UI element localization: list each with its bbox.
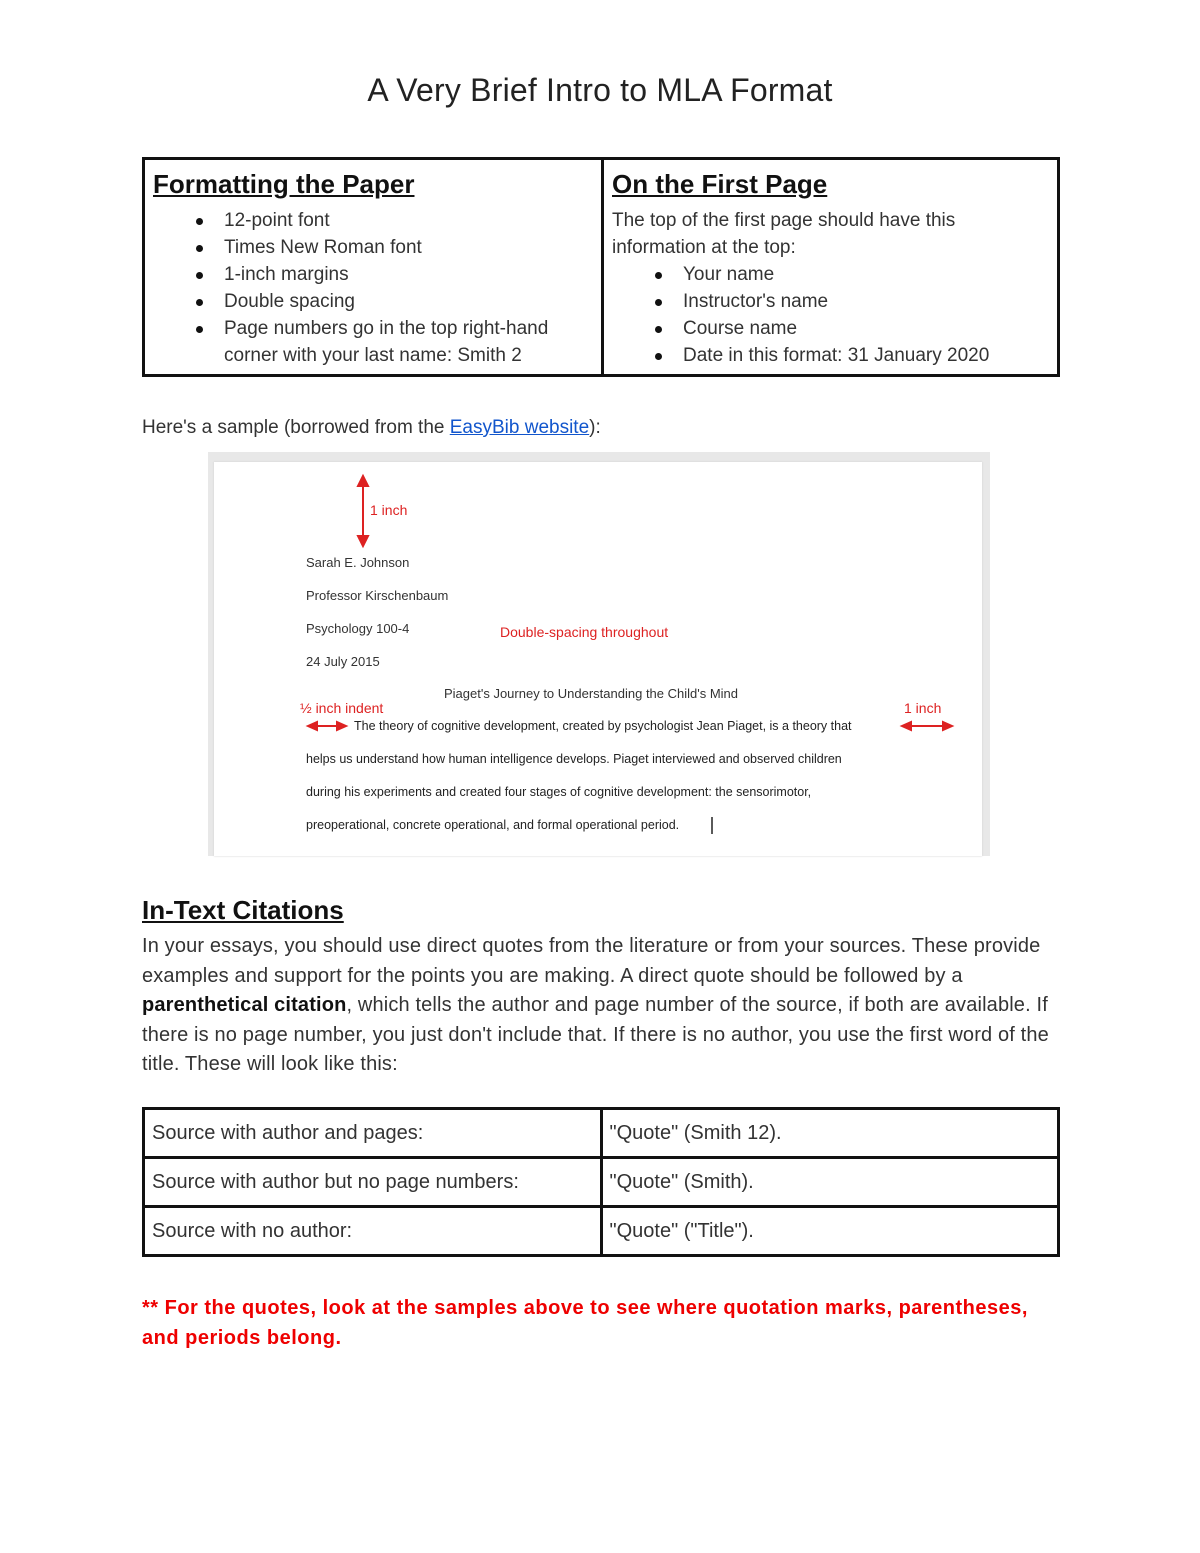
- sample-image: [208, 452, 990, 856]
- list-item: 1-inch margins: [188, 261, 593, 288]
- right-margin-arrow-icon: [902, 722, 952, 730]
- citations-paragraph: [142, 932, 1060, 1080]
- sample-prefix: Here's a sample (borrowed from the: [142, 417, 450, 438]
- sample-course: Psychology 100-4: [306, 621, 410, 636]
- list-item: Times New Roman font: [188, 234, 593, 261]
- sample-body-line: preoperational, concrete operational, and formal operational period.: [306, 818, 680, 832]
- sample-name: Sarah E. Johnson: [306, 555, 410, 570]
- sample-date: 24 July 2015: [306, 654, 380, 669]
- sample-intro: [142, 417, 601, 439]
- indent-arrow-icon: [308, 722, 346, 730]
- formatting-heading: Formatting the Paper: [153, 169, 415, 199]
- para-end: , which tells the author and page number of the source, if both are available. If there is no page number, you just don't include that. If there is no author, you use the first word of the title. These will look like this:: [142, 994, 1049, 1076]
- list-item: Instructor's name: [647, 288, 1049, 315]
- list-item: Page numbers go in the top right-hand corner with your last name: Smith 2: [188, 315, 593, 369]
- easybib-link[interactable]: EasyBib website: [449, 417, 590, 438]
- source-cell: Source with author but no page numbers:: [144, 1158, 602, 1207]
- example-cell: "Quote" ("Title").: [601, 1207, 1059, 1256]
- one-inch-top-label: 1 inch: [370, 502, 408, 518]
- indent-label: ½ inch indent: [300, 700, 384, 716]
- formatting-list: [153, 207, 593, 369]
- one-inch-right-label: 1 inch: [904, 700, 942, 716]
- table-row: [144, 1109, 1059, 1158]
- page-title: A Very Brief Intro to MLA Format: [367, 72, 833, 108]
- table-row: [144, 1207, 1059, 1256]
- para-start: In your essays, you should use direct quotes from the literature or from your sources. These provide examples and support for the points you are making. A direct quote should be followed by a: [142, 935, 1041, 987]
- example-cell: "Quote" (Smith).: [601, 1158, 1059, 1207]
- quotes-note: ** For the quotes, look at the samples above to see where quotation marks, parentheses, and periods belong.: [142, 1297, 1028, 1349]
- list-item: 12-point font: [188, 207, 593, 234]
- formatting-cell: [145, 160, 601, 374]
- first-page-cell: [601, 160, 1057, 374]
- citation-table: [142, 1107, 1060, 1257]
- sample-body-line: helps us understand how human intelligence develops. Piaget interviewed and observed children: [306, 752, 842, 766]
- list-item: Course name: [647, 315, 1049, 342]
- sample-professor: Professor Kirschenbaum: [306, 588, 449, 603]
- first-page-heading: On the First Page: [612, 169, 828, 199]
- sample-paper: [214, 462, 982, 856]
- sample-body-line: The theory of cognitive development, created by psychologist Jean Piaget, is a theory that: [354, 719, 852, 733]
- sample-paper-title: Piaget's Journey to Understanding the Child's Mind: [444, 686, 739, 701]
- list-item: Double spacing: [188, 288, 593, 315]
- table-row: [144, 1158, 1059, 1207]
- sample-suffix: ):: [589, 417, 601, 438]
- citations-heading: In-Text Citations: [142, 895, 344, 925]
- first-page-list: [612, 261, 1049, 369]
- example-cell: "Quote" (Smith 12).: [601, 1109, 1059, 1158]
- source-cell: Source with author and pages:: [144, 1109, 602, 1158]
- double-spacing-label: Double-spacing throughout: [500, 624, 669, 640]
- list-item: Date in this format: 31 January 2020: [647, 342, 1049, 369]
- source-cell: Source with no author:: [144, 1207, 602, 1256]
- list-item: Your name: [647, 261, 1049, 288]
- para-bold: parenthetical citation: [142, 994, 347, 1017]
- sample-body-line: during his experiments and created four stages of cognitive development: the sensorimotor,: [306, 785, 812, 799]
- top-margin-arrow-icon: [358, 476, 368, 546]
- format-info-table: [142, 157, 1060, 377]
- first-page-intro: The top of the first page should have this information at the top:: [612, 209, 956, 258]
